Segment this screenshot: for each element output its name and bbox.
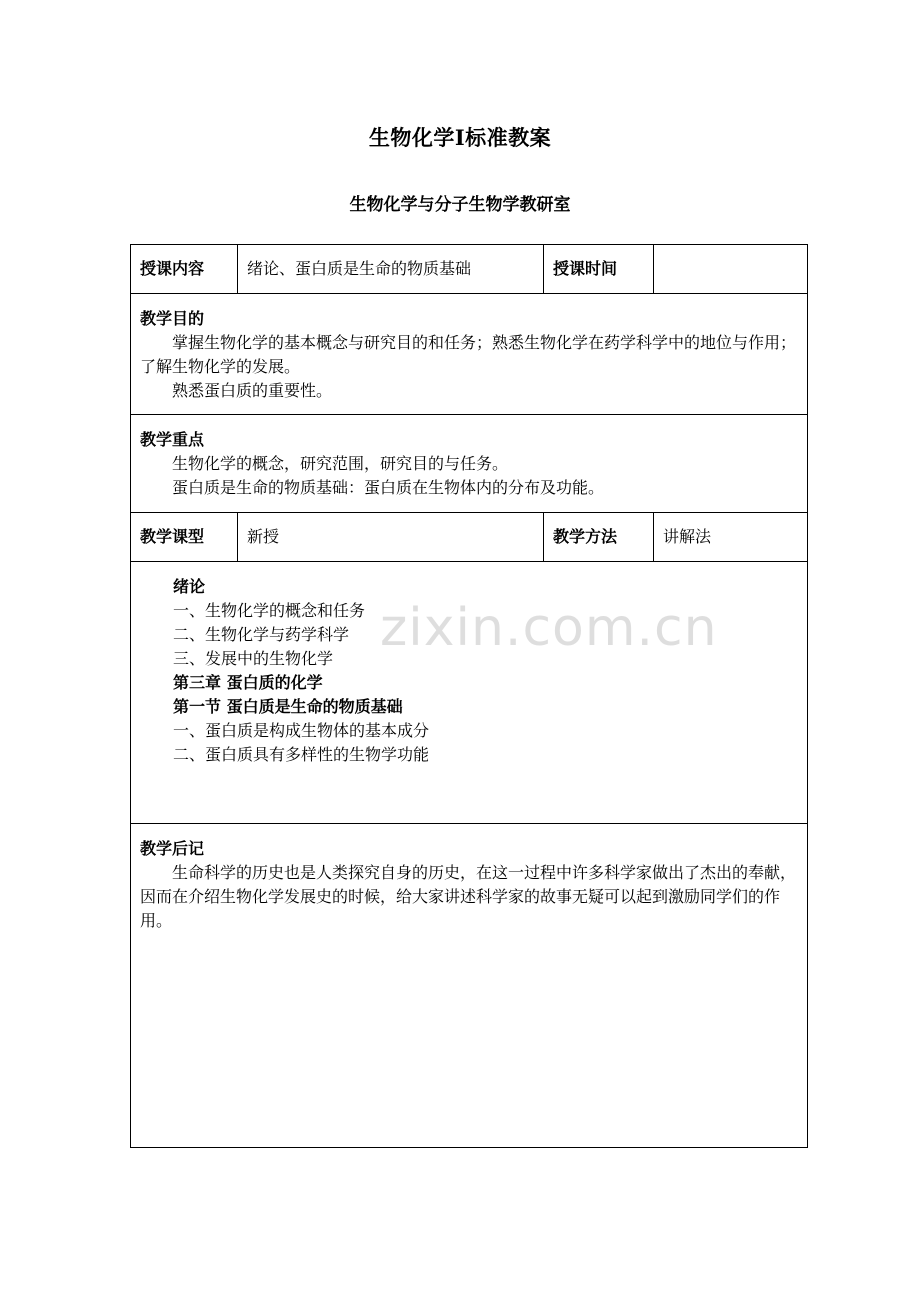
outline-row bbox=[131, 562, 808, 824]
watermark: zixin.com.cn bbox=[380, 598, 718, 658]
document-subtitle: 生物化学与分子生物学教研室 bbox=[349, 195, 571, 215]
key-points-paragraph: 蛋白质是生命的物质基础：蛋白质在生物体内的分布及功能。 bbox=[172, 478, 605, 497]
outline-item: 绪论 bbox=[173, 577, 206, 596]
time-label: 授课时间 bbox=[544, 245, 654, 294]
content-value: 绪论、蛋白质是生命的物质基础 bbox=[238, 245, 544, 294]
content-label: 授课内容 bbox=[131, 245, 238, 294]
document-title: 生物化学I标准教案 bbox=[368, 125, 552, 150]
course-content-row bbox=[131, 245, 808, 294]
objectives-cell bbox=[131, 294, 808, 415]
objectives-heading: 教学目的 bbox=[140, 309, 205, 328]
key-points-cell bbox=[131, 415, 808, 513]
key-points-paragraph: 生物化学的概念，研究范围，研究目的与任务。 bbox=[172, 454, 509, 473]
reflection-row bbox=[131, 824, 808, 1148]
outline-item: 三、发展中的生物化学 bbox=[173, 649, 334, 668]
outline-item: 一、生物化学的概念和任务 bbox=[173, 601, 366, 620]
time-value bbox=[654, 245, 808, 294]
method-value: 讲解法 bbox=[654, 513, 808, 562]
reflection-paragraph: 生命科学的历史也是人类探究自身的历史，在这一过程中许多科学家做出了杰出的奉献，因而在介绍生物化学发展史的时候，给大家讲述科学家的故事无疑可以起到激励同学们的作用。 bbox=[140, 863, 797, 930]
reflection-cell bbox=[131, 824, 808, 1148]
lesson-type-row bbox=[131, 513, 808, 562]
outline-item: 第一节 蛋白质是生命的物质基础 bbox=[173, 697, 403, 716]
lesson-type-label: 教学课型 bbox=[131, 513, 238, 562]
objectives-paragraph: 熟悉蛋白质的重要性。 bbox=[172, 381, 333, 400]
outline-item: 第三章 蛋白质的化学 bbox=[173, 673, 323, 692]
objectives-paragraph: 掌握生物化学的基本概念与研究目的和任务；熟悉生物化学在药学科学中的地位与作用；了解生物化学的发展。 bbox=[140, 333, 797, 376]
outline-item: 二、生物化学与药学科学 bbox=[173, 625, 350, 644]
lesson-type-value: 新授 bbox=[238, 513, 544, 562]
method-label: 教学方法 bbox=[544, 513, 654, 562]
reflection-heading: 教学后记 bbox=[140, 839, 205, 858]
outline-list bbox=[140, 575, 798, 767]
outline-cell bbox=[131, 562, 808, 824]
key-points-row bbox=[131, 415, 808, 513]
outline-item: 一、蛋白质是构成生物体的基本成分 bbox=[173, 721, 430, 740]
outline-item: 二、蛋白质具有多样性的生物学功能 bbox=[173, 745, 430, 764]
objectives-row bbox=[131, 294, 808, 415]
lesson-plan-table bbox=[130, 244, 808, 1148]
key-points-heading: 教学重点 bbox=[140, 430, 205, 449]
